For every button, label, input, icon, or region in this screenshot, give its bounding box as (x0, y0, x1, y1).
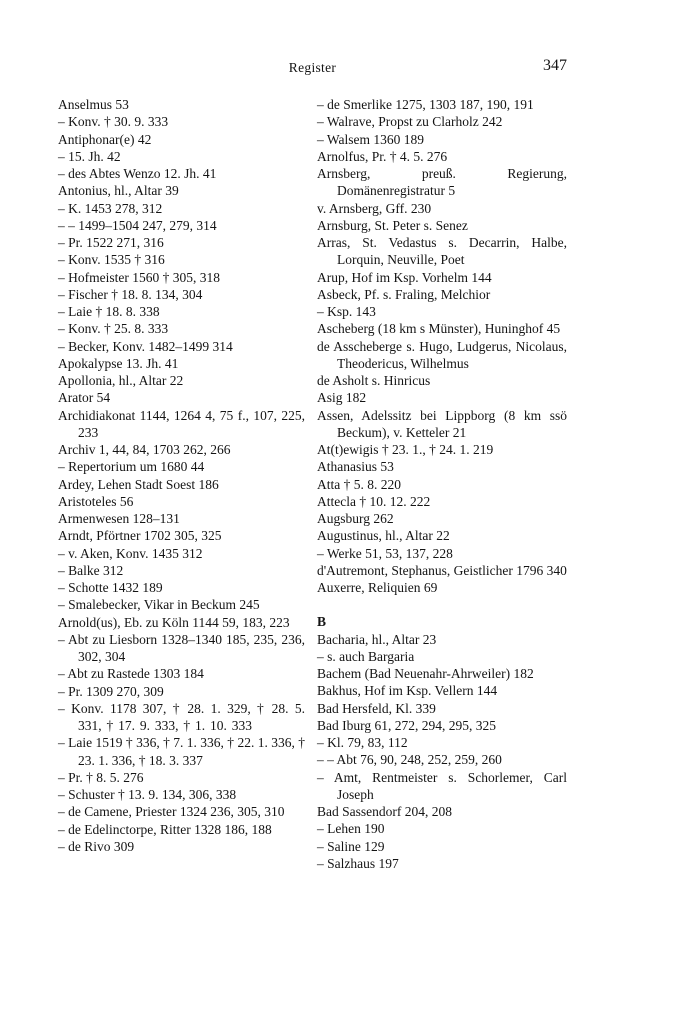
page-header (58, 57, 567, 84)
index-entry: Anselmus 53 (58, 97, 129, 112)
index-entry: – Abt zu Rastede 1303 184 (58, 666, 204, 682)
index-entry: Armenwesen 128–131 (58, 511, 180, 526)
index-entry: – de Rivo 309 (58, 838, 135, 854)
index-entry: – Smalebecker, Vikar in Beckum 245 (58, 597, 260, 613)
index-entry: Apokalypse 13. Jh. 41 (58, 355, 179, 371)
index-entry: Antiphonar(e) 42 (58, 131, 152, 147)
index-column-right (317, 96, 567, 872)
index-entry: – Schotte 1432 189 (58, 580, 163, 595)
index-entry: Bad Iburg 61, 272, 294, 295, 325 (317, 717, 496, 733)
page-number: 347 (543, 57, 567, 74)
index-entry: – Ksp. 143 (317, 304, 376, 319)
index-entry: – v. Aken, Konv. 1435 312 (58, 545, 203, 561)
index-entry: – Pr. 1309 270, 309 (58, 683, 164, 699)
index-entry: – Konv. † 30. 9. 333 (58, 114, 169, 130)
index-entry: Bakhus, Hof im Ksp. Vellern 144 (317, 683, 498, 699)
index-entry: – 15. Jh. 42 (58, 148, 121, 164)
index-entry: – Becker, Konv. 1482–1499 314 (58, 338, 233, 354)
running-title: Register (288, 60, 337, 75)
index-entry: – Amt, Rentmeister s. Schorlemer, Carl Joseph (317, 769, 567, 802)
index-entry: – de Camene, Priester 1324 236, 305, 310 (58, 804, 285, 820)
index-entry: Atta † 5. 8. 220 (317, 476, 401, 492)
index-entry: – s. auch Bargaria (317, 648, 415, 664)
index-entry: – Pr. † 8. 5. 276 (58, 769, 144, 785)
index-entry: – Balke 312 (58, 562, 124, 578)
index-entry: Arnolfus, Pr. † 4. 5. 276 (317, 148, 448, 164)
index-entry: de Asscheberge s. Hugo, Ludgerus, Nicolaus, Theodericus, Wilhelmus (317, 338, 567, 371)
index-entry: – Abt zu Liesborn 1328–1340 185, 235, 236, 302, 304 (58, 631, 305, 664)
index-entry: – Konv. † 25. 8. 333 (58, 321, 169, 337)
index-entry: – Laie 1519 † 336, † 7. 1. 336, † 22. 1. 336, † 23. 1. 336, † 18. 3. 337 (58, 735, 305, 768)
index-entry: d'Autremont, Stephanus, Geistlicher 1796 340 (317, 562, 567, 578)
index-entry: Assen, Adelssitz bei Lippborg (8 km ssö Beckum), v. Ketteler 21 (317, 407, 567, 440)
index-entry: Augsburg 262 (317, 511, 394, 526)
index-entry: – Walrave, Propst zu Clarholz 242 (317, 114, 503, 130)
section-letter: B (317, 614, 327, 630)
index-entry: Bad Sassendorf 204, 208 (317, 804, 452, 819)
index-entry: Bad Hersfeld, Kl. 339 (317, 700, 436, 716)
index-entry: – – Abt 76, 90, 248, 252, 259, 260 (317, 752, 502, 768)
index-entry: Antonius, hl., Altar 39 (58, 183, 179, 199)
index-entry: – – 1499–1504 247, 279, 314 (58, 217, 217, 233)
index-entry: – Laie † 18. 8. 338 (58, 304, 160, 319)
index-entry: Arnsberg, preuß. Regierung, Domänenregistratur 5 (317, 166, 567, 199)
index-entry: – Kl. 79, 83, 112 (317, 735, 408, 750)
index-entry: Arnsburg, St. Peter s. Senez (317, 217, 468, 233)
index-entry: Archiv 1, 44, 84, 1703 262, 266 (58, 442, 231, 457)
index-entry: – Walsem 1360 189 (317, 131, 425, 147)
index-entry: – Salzhaus 197 (317, 855, 399, 871)
index-entry: – Lehen 190 (317, 821, 385, 837)
index-entry: Bacharia, hl., Altar 23 (317, 631, 437, 647)
index-entry: Arator 54 (58, 390, 111, 406)
index-entry: Arndt, Pförtner 1702 305, 325 (58, 528, 222, 544)
index-entry: – Pr. 1522 271, 316 (58, 235, 164, 250)
index-entry: Archidiakonat 1144, 1264 4, 75 f., 107, 225, 233 (58, 407, 305, 440)
index-entry: – Hofmeister 1560 † 305, 318 (58, 269, 220, 285)
index-entry: Bachem (Bad Neuenahr-Ahrweiler) 182 (317, 666, 534, 681)
index-entry: Arnold(us), Eb. zu Köln 1144 59, 183, 223 (58, 614, 290, 630)
index-entry: Asbeck, Pf. s. Fraling, Melchior (317, 286, 491, 302)
index-entry: – de Edelinctorpe, Ritter 1328 186, 188 (58, 821, 272, 837)
index-entry: Auxerre, Reliquien 69 (317, 580, 438, 595)
index-entry: Athanasius 53 (317, 459, 394, 475)
index-entry: v. Arnsberg, Gff. 230 (317, 200, 432, 216)
index-entry: – Repertorium um 1680 44 (58, 459, 205, 475)
index-entry: Asig 182 (317, 390, 367, 406)
index-entry: – Konv. 1535 † 316 (58, 252, 165, 268)
index-entry: – Schuster † 13. 9. 134, 306, 338 (58, 787, 237, 802)
index-column-left (58, 96, 305, 855)
index-entry: Arras, St. Vedastus s. Decarrin, Halbe, Lorquin, Neuville, Poet (317, 235, 567, 268)
index-entry: At(t)ewigis † 23. 1., † 24. 1. 219 (317, 442, 494, 457)
index-entry: Apollonia, hl., Altar 22 (58, 373, 184, 388)
index-entry: Ardey, Lehen Stadt Soest 186 (58, 476, 219, 492)
index-entry: – Werke 51, 53, 137, 228 (317, 545, 453, 561)
index-entry: – Saline 129 (317, 838, 385, 854)
index-entry: Ascheberg (18 km s Münster), Huninghof 45 (317, 321, 561, 337)
index-entry: – Fischer † 18. 8. 134, 304 (58, 286, 203, 302)
index-entry: Augustinus, hl., Altar 22 (317, 528, 450, 544)
index-entry: – Konv. 1178 307, † 28. 1. 329, † 28. 5. 331, † 17. 9. 333, † 1. 10. 333 (58, 700, 305, 733)
index-entry: – des Abtes Wenzo 12. Jh. 41 (58, 166, 217, 181)
index-entry: Arup, Hof im Ksp. Vorhelm 144 (317, 269, 492, 285)
index-entry: de Asholt s. Hinricus (317, 373, 431, 388)
index-entry: – de Smerlike 1275, 1303 187, 190, 191 (317, 97, 534, 112)
index-entry: Attecla † 10. 12. 222 (317, 493, 431, 509)
index-entry: – K. 1453 278, 312 (58, 200, 163, 216)
index-entry: Aristoteles 56 (58, 493, 134, 509)
